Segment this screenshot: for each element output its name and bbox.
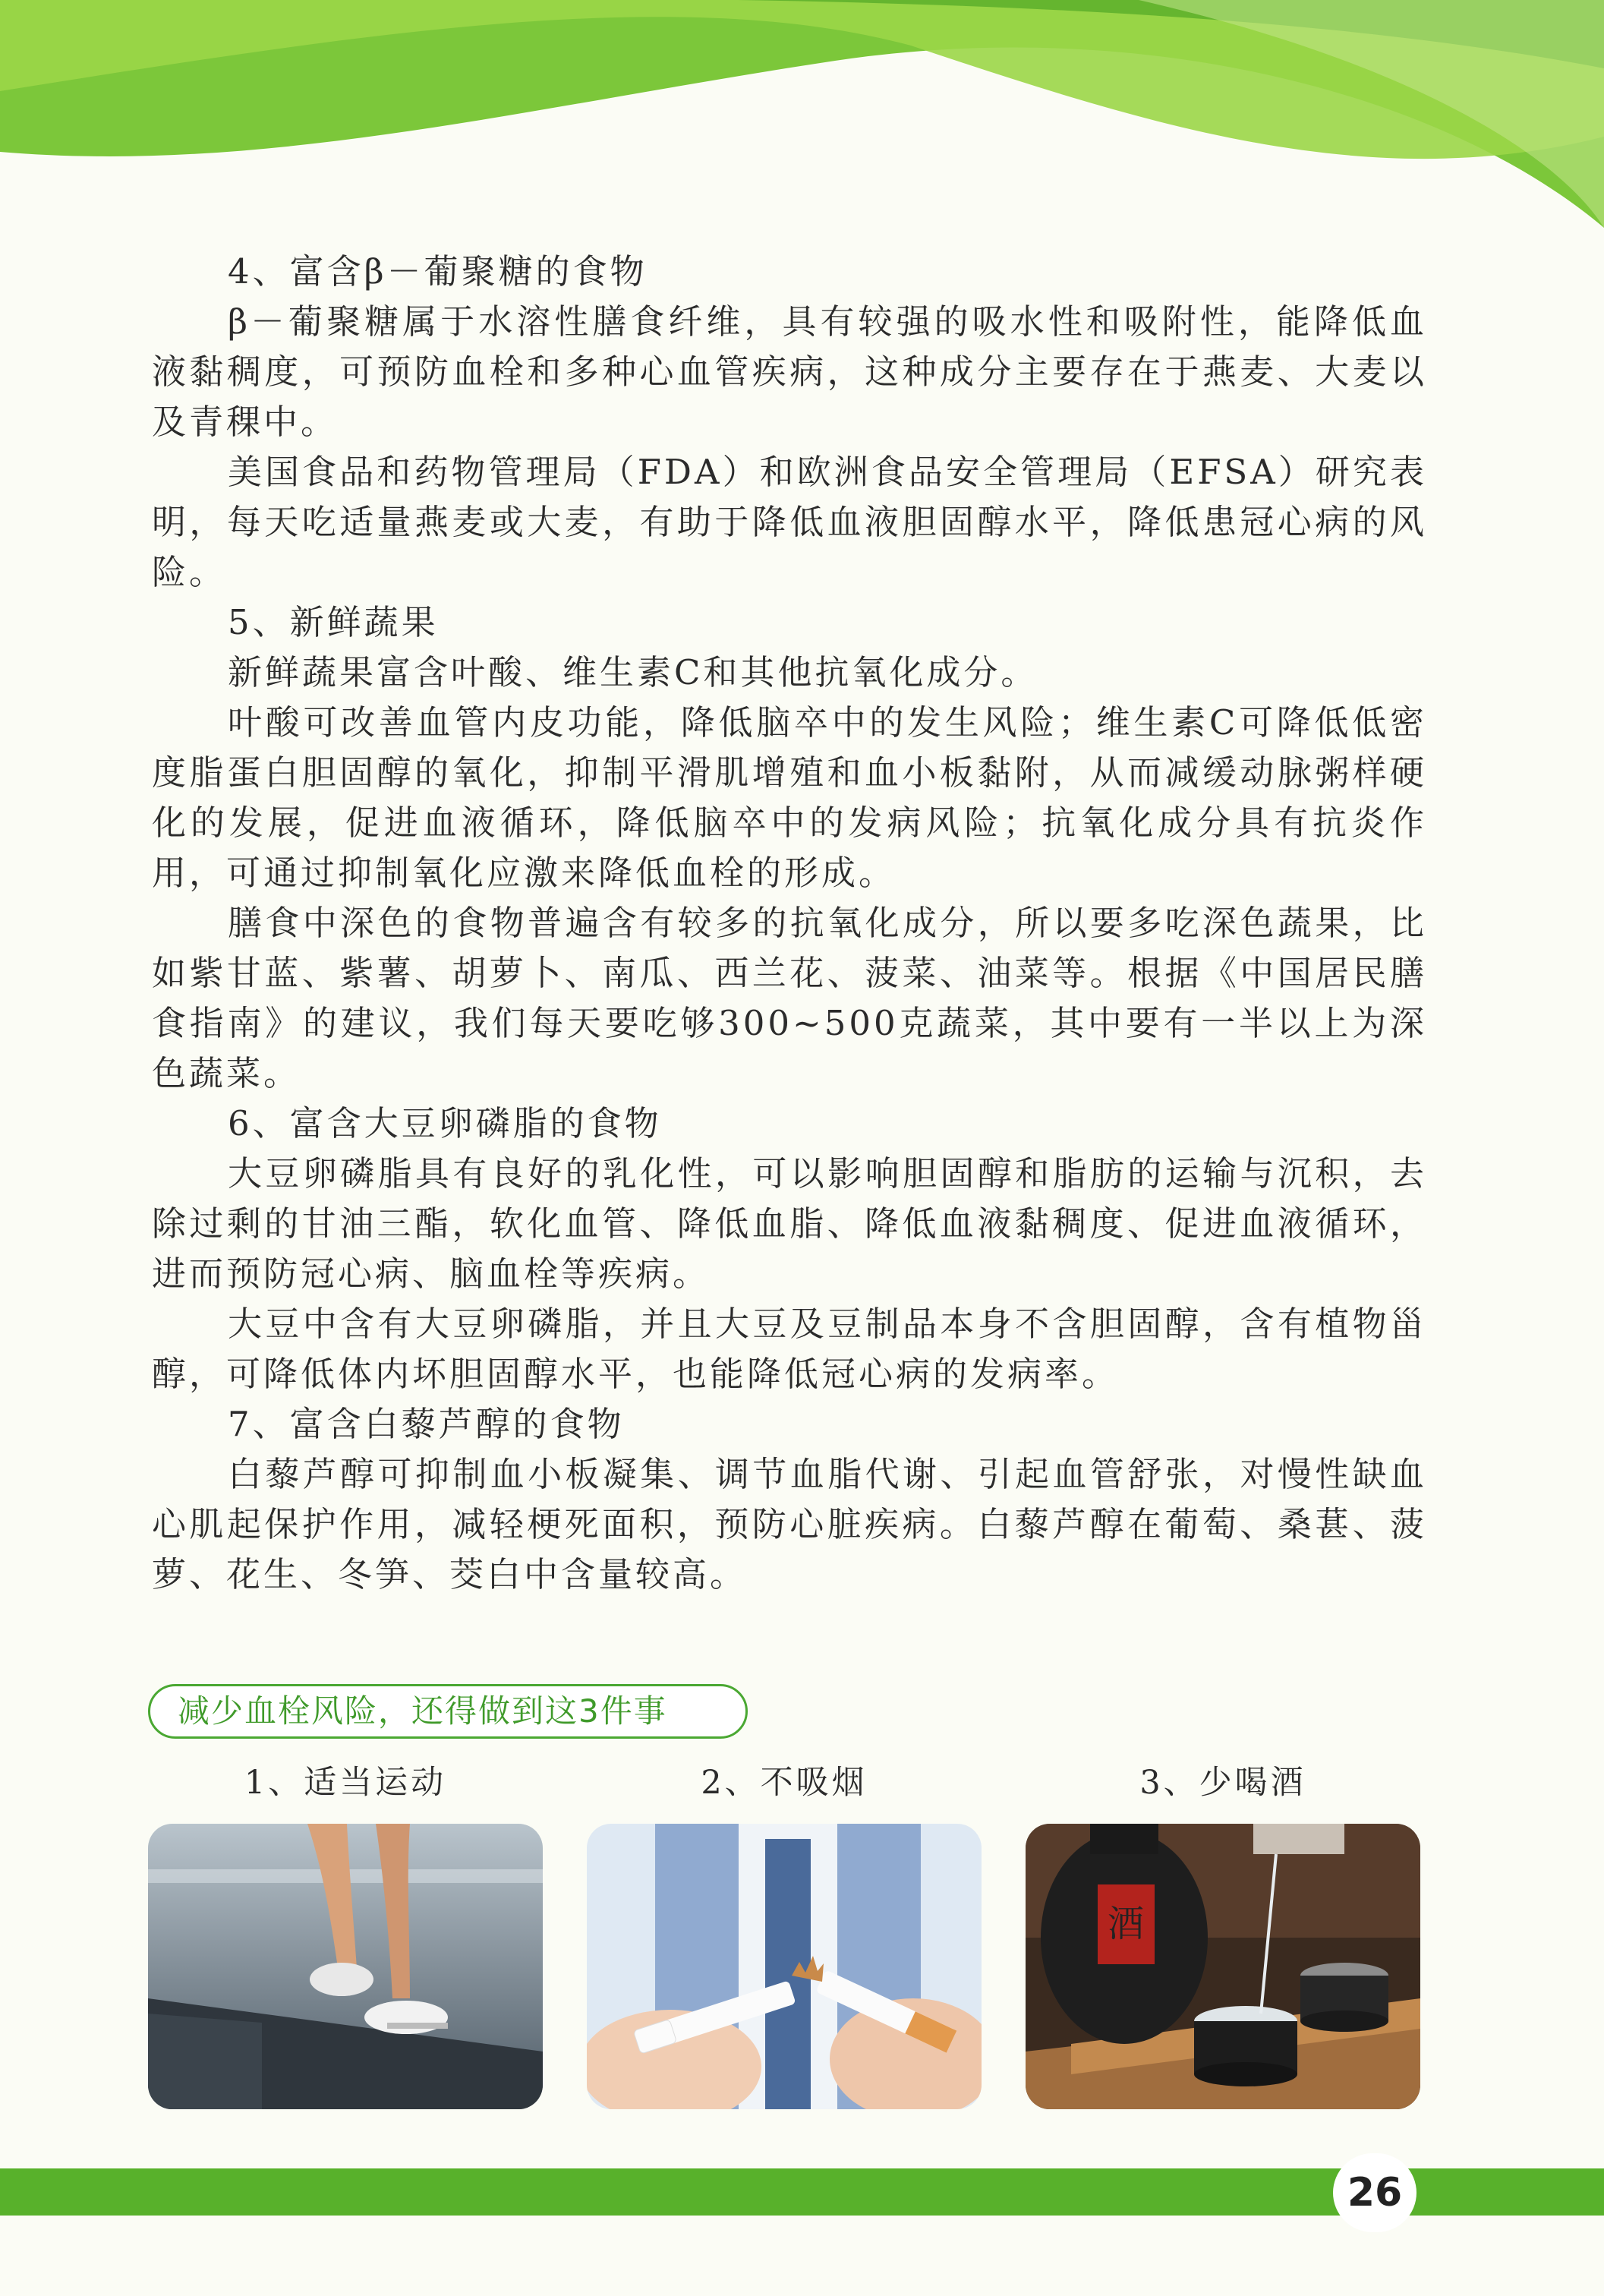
page-number: 26 [1333,2153,1416,2232]
paragraph: β－葡聚糖属于水溶性膳食纤维，具有较强的吸水性和吸附性，能降低血液黏稠度，可预防血栓和多种心血管疾病，这种成分主要存在于燕麦、大麦以及青稞中。 [152,301,1427,442]
header-wave-decoration [0,0,1604,243]
section-heading-5: 5、新鲜蔬果 [228,602,439,642]
paragraph: 膳食中深色的食物普遍含有较多的抗氧化成分，所以要多吃深色蔬果，比如紫甘蓝、紫薯、胡萝卜、南瓜、西兰花、菠菜、油菜等。根据《中国居民膳食指南》的建议，我们每天要吃够300~500克蔬菜，其中要有一半以上为深色蔬菜。 [152,903,1427,1093]
paragraph: 叶酸可改善血管内皮功能，降低脑卒中的发生风险；维生素C可降低低密度脂蛋白胆固醇的氧化，抑制平滑肌增殖和血小板黏附，从而减缓动脉粥样硬化的发展，促进血液循环，降低脑卒中的发病风险；抗氧化成分具有抗炎作用，可通过抑制氧化应激来降低血栓的形成。 [152,702,1427,893]
paragraph: 大豆中含有大豆卵磷脂，并且大豆及豆制品本身不含胆固醇，含有植物甾醇，可降低体内坏胆固醇水平，也能降低冠心病的发病率。 [152,1304,1427,1394]
paragraph: 美国食品和药物管理局（FDA）和欧洲食品安全管理局（EFSA）研究表明，每天吃适量燕麦或大麦，有助于降低血液胆固醇水平，降低患冠心病的风险。 [152,452,1427,592]
liquor-bottle-cups-photo [1026,1824,1420,2109]
section-heading-7: 7、富含白藜芦醇的食物 [228,1404,625,1444]
svg-text:酒: 酒 [1107,1903,1145,1945]
broken-cigarette-photo [587,1824,982,2109]
article-body [152,247,1427,1600]
tip-caption-less-alcohol: 3、少喝酒 [1139,1764,1306,1802]
paragraph: 大豆卵磷脂具有良好的乳化性，可以影响胆固醇和脂肪的运输与沉积，去除过剩的甘油三酯，软化血管、降低血脂、降低血液黏稠度、促进血液循环，进而预防冠心病、脑血栓等疾病。 [152,1153,1427,1294]
tip-caption-no-smoking: 2、不吸烟 [701,1764,868,1802]
paragraph: 白藜芦醇可抑制血小板凝集、调节血脂代谢、引起血管舒张，对慢性缺血心肌起保护作用，减轻梗死面积，预防心脏疾病。白藜芦醇在葡萄、桑葚、菠萝、花生、冬笋、茭白中含量较高。 [152,1454,1427,1594]
section-heading-4: 4、富含β－葡聚糖的食物 [228,251,648,292]
treadmill-running-photo [148,1824,543,2109]
paragraph: 新鲜蔬果富含叶酸、维生素C和其他抗氧化成分。 [228,652,1038,692]
section-heading-6: 6、富含大豆卵磷脂的食物 [228,1103,662,1143]
tips-section-title: 减少血栓风险，还得做到这3件事 [148,1684,748,1739]
tip-caption-exercise: 1、适当运动 [244,1764,447,1802]
